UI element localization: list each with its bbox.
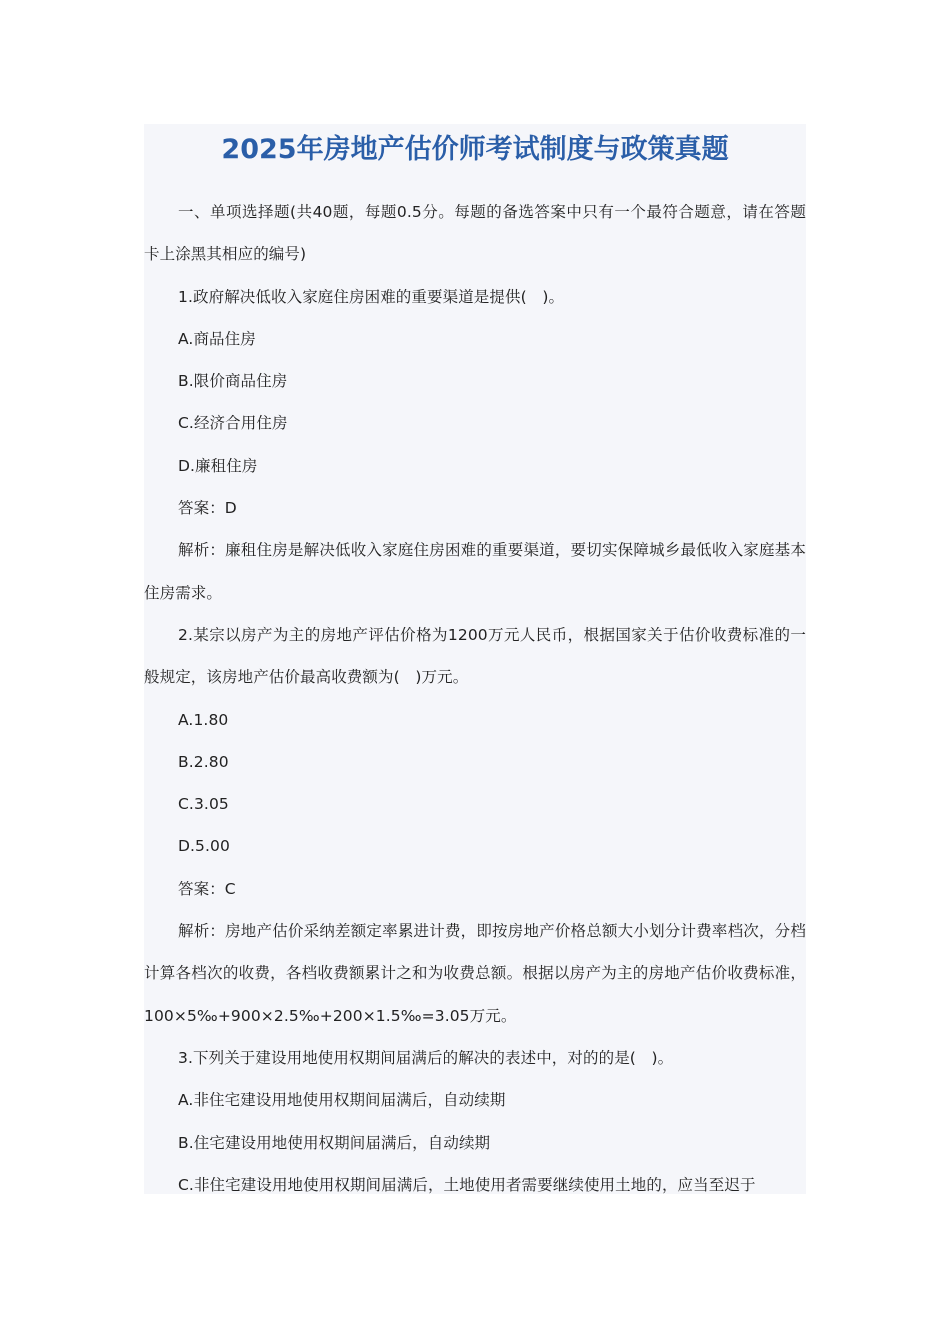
q2-option-b: B.2.80 (178, 752, 229, 771)
document-title: 2025年房地产估价师考试制度与政策真题 (221, 134, 729, 165)
q1-option-c: C.经济合用住房 (178, 414, 288, 433)
question-2: 2.某宗以房产为主的房地产评估价格为1200万元人民币，根据国家关于估价收费标准的一般规定，该房地产估价最高收费额为( )万元。 (144, 625, 806, 687)
q2-explanation: 解析：房地产估价采纳差额定率累进计费，即按房地产价格总额大小划分计费率档次，分档计算各档次的收费，各档收费额累计之和为收费总额。根据以房产为主的房地产估价收费标准，100×5‰+900×2.5‰+200×1.5‰=3.05万元。 (144, 922, 806, 1025)
q3-option-a: A.非住宅建设用地使用权期间届满后，自动续期 (178, 1091, 506, 1110)
question-3: 3.下列关于建设用地使用权期间届满后的解决的表述中，对的的是( )。 (178, 1048, 674, 1067)
section-instructions: 一、单项选择题(共40题，每题0.5分。每题的备选答案中只有一个最符合题意，请在答题卡上涂黑其相应的编号) (144, 203, 806, 264)
q2-option-a: A.1.80 (178, 710, 229, 729)
question-1: 1.政府解决低收入家庭住房困难的重要渠道是提供( )。 (178, 287, 565, 306)
q2-option-c: C.3.05 (178, 795, 229, 814)
q1-option-a: A.商品住房 (178, 329, 256, 348)
q1-option-d: D.廉租住房 (178, 456, 258, 475)
q2-option-d: D.5.00 (178, 837, 230, 856)
q1-option-b: B.限价商品住房 (178, 372, 288, 391)
q2-answer: 答案：C (178, 879, 236, 898)
q3-option-c: C.非住宅建设用地使用权期间届满后，土地使用者需要继续使用土地的，应当至迟于 (178, 1175, 756, 1194)
document-page (144, 124, 806, 1194)
q1-answer: 答案：D (178, 499, 237, 518)
q3-option-b: B.住宅建设用地使用权期间届满后，自动续期 (178, 1133, 491, 1152)
q1-explanation: 解析：廉租住房是解决低收入家庭住房困难的重要渠道，要切实保障城乡最低收入家庭基本住房需求。 (144, 541, 806, 602)
